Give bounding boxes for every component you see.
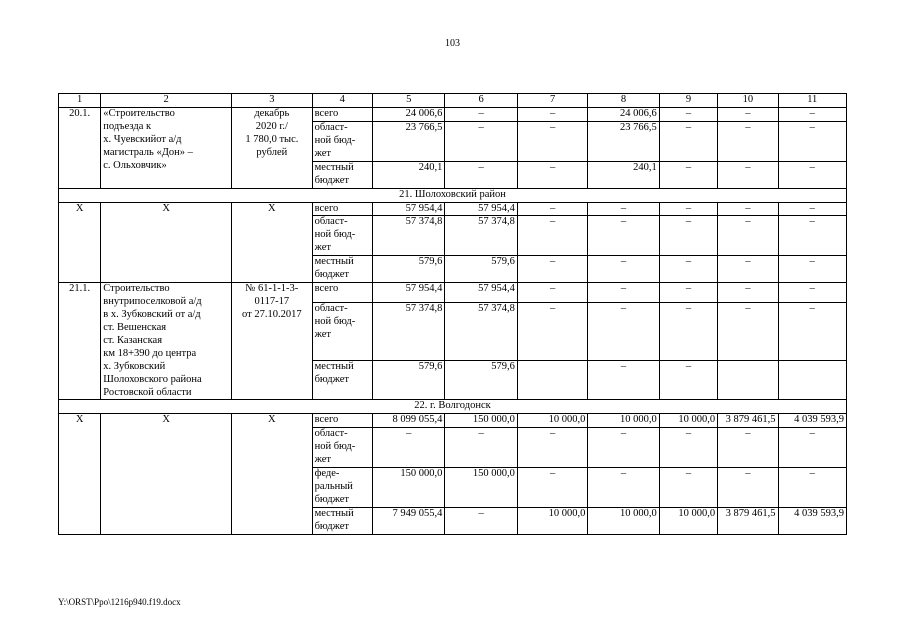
- value-cell: 4 039 593,9: [778, 508, 847, 535]
- item-code-cell: Х: [59, 414, 101, 535]
- value-cell: –: [659, 216, 717, 256]
- value-cell: 57 374,8: [372, 216, 444, 256]
- cell-text-line: всего: [314, 107, 339, 119]
- cell-text-line: Шолоховского района: [103, 373, 202, 385]
- cell-text-line: ст. Казанская: [103, 334, 163, 346]
- value-cell: –: [778, 468, 847, 508]
- value-cell: 579,6: [445, 256, 517, 283]
- table-row: [59, 414, 847, 428]
- cell-text-line: Ростовской области: [103, 386, 192, 398]
- cell-text-line: област-: [314, 121, 348, 133]
- value-cell: –: [718, 216, 778, 256]
- value-cell: –: [588, 428, 659, 468]
- value-cell: 7 949 055,4: [372, 508, 444, 535]
- cell-text-line: бюджет: [314, 269, 349, 281]
- column-header: 9: [659, 94, 717, 108]
- item-code-cell: 20.1.: [59, 107, 101, 188]
- value-cell: –: [718, 121, 778, 161]
- value-cell: 10 000,0: [517, 508, 587, 535]
- cell-text-line: рублей: [256, 146, 288, 158]
- value-cell: 57 374,8: [372, 303, 444, 361]
- value-cell: –: [588, 303, 659, 361]
- value-cell: –: [588, 361, 659, 400]
- section-heading: 21. Шолоховский район: [59, 188, 847, 202]
- value-cell: –: [718, 303, 778, 361]
- value-cell: 10 000,0: [659, 414, 717, 428]
- value-cell: –: [778, 107, 847, 121]
- value-cell: –: [588, 283, 659, 303]
- value-cell: –: [778, 121, 847, 161]
- footer-file-path: Y:\ORST\Ppo\1216p940.f19.docx: [58, 597, 181, 607]
- column-header: 11: [778, 94, 847, 108]
- value-cell: –: [588, 256, 659, 283]
- value-cell: 240,1: [372, 161, 444, 188]
- cell-text-line: бюджет: [314, 494, 349, 506]
- item-doc-cell: [232, 107, 313, 188]
- value-cell: 24 006,6: [588, 107, 659, 121]
- cell-text-line: х. Зубковский: [103, 360, 166, 372]
- value-cell: 10 000,0: [588, 508, 659, 535]
- value-cell: –: [517, 216, 587, 256]
- value-cell: 57 374,8: [445, 303, 517, 361]
- section-row: [59, 188, 847, 202]
- value-cell: –: [718, 161, 778, 188]
- value-cell: –: [718, 283, 778, 303]
- value-cell: –: [659, 121, 717, 161]
- value-cell: –: [445, 107, 517, 121]
- value-cell: –: [588, 468, 659, 508]
- value-cell: –: [372, 428, 444, 468]
- value-cell: 57 374,8: [445, 216, 517, 256]
- item-doc-cell: Х: [232, 202, 313, 283]
- column-header: 6: [445, 94, 517, 108]
- value-cell: 150 000,0: [445, 468, 517, 508]
- value-cell: 579,6: [372, 256, 444, 283]
- value-cell: 23 766,5: [588, 121, 659, 161]
- value-cell: 150 000,0: [372, 468, 444, 508]
- cell-text-line: внутрипоселковой а/д: [103, 296, 202, 308]
- funding-source-cell: [312, 468, 372, 508]
- value-cell: 8 099 055,4: [372, 414, 444, 428]
- cell-text-line: км 18+390 до центра: [103, 347, 197, 359]
- value-cell: –: [718, 428, 778, 468]
- cell-text-line: с. Ольховчик»: [103, 159, 167, 171]
- funding-source-cell: [312, 428, 372, 468]
- cell-text-line: бюджет: [314, 521, 349, 533]
- cell-text-line: жет: [314, 454, 331, 466]
- cell-text-line: ной бюд-: [314, 316, 356, 328]
- cell-text-line: ной бюд-: [314, 134, 356, 146]
- cell-text-line: ст. Вешенская: [103, 321, 167, 333]
- value-cell: –: [778, 216, 847, 256]
- column-header: 3: [232, 94, 313, 108]
- table-row: [59, 107, 847, 121]
- cell-text-line: област-: [314, 428, 348, 440]
- value-cell: 57 954,4: [372, 202, 444, 216]
- value-cell: –: [517, 121, 587, 161]
- column-header: 4: [312, 94, 372, 108]
- table-row: [59, 202, 847, 216]
- funding-source-cell: [312, 361, 372, 400]
- cell-text-line: в х. Зубковский от а/д: [103, 309, 201, 321]
- value-cell: –: [778, 161, 847, 188]
- cell-text-line: 1 780,0 тыс.: [245, 133, 299, 145]
- value-cell: [517, 361, 587, 400]
- cell-text-line: х. Чуевскийот а/д: [103, 133, 182, 145]
- value-cell: –: [445, 428, 517, 468]
- value-cell: 57 954,4: [372, 283, 444, 303]
- funding-source-cell: [312, 216, 372, 256]
- funding-source-cell: [312, 508, 372, 535]
- value-cell: –: [659, 303, 717, 361]
- value-cell: –: [517, 202, 587, 216]
- item-name-cell: Х: [101, 414, 232, 535]
- value-cell: –: [517, 256, 587, 283]
- item-name-cell: Х: [101, 202, 232, 283]
- value-cell: 150 000,0: [445, 414, 517, 428]
- item-doc-cell: Х: [232, 414, 313, 535]
- funding-source-cell: [312, 202, 372, 216]
- funding-source-cell: [312, 161, 372, 188]
- value-cell: 10 000,0: [517, 414, 587, 428]
- value-cell: 10 000,0: [588, 414, 659, 428]
- value-cell: [778, 361, 847, 400]
- column-header: 8: [588, 94, 659, 108]
- value-cell: –: [778, 283, 847, 303]
- column-header: 2: [101, 94, 232, 108]
- cell-text-line: Строительство: [103, 283, 170, 295]
- value-cell: –: [588, 202, 659, 216]
- value-cell: –: [445, 161, 517, 188]
- value-cell: –: [778, 256, 847, 283]
- value-cell: 3 879 461,5: [718, 414, 778, 428]
- item-doc-cell: [232, 283, 313, 400]
- value-cell: 4 039 593,9: [778, 414, 847, 428]
- value-cell: –: [778, 303, 847, 361]
- value-cell: –: [659, 283, 717, 303]
- cell-text-line: бюджет: [314, 174, 349, 186]
- item-code-cell: 21.1.: [59, 283, 101, 400]
- value-cell: 240,1: [588, 161, 659, 188]
- value-cell: –: [718, 468, 778, 508]
- table-row: [59, 283, 847, 303]
- section-heading: 22. г. Волгодонск: [59, 400, 847, 414]
- cell-text-line: жет: [314, 329, 331, 341]
- cell-text-line: магистраль «Дон» –: [103, 146, 193, 158]
- cell-text-line: 2020 г./: [255, 120, 288, 132]
- value-cell: –: [778, 202, 847, 216]
- cell-text-line: местный: [314, 161, 354, 173]
- table-body: [59, 94, 847, 535]
- cell-text-line: всего: [314, 202, 339, 214]
- value-cell: –: [659, 256, 717, 283]
- cell-text-line: подъезда к: [103, 120, 152, 132]
- funding-source-cell: [312, 303, 372, 361]
- cell-text-line: № 61-1-1-3-: [245, 283, 299, 295]
- cell-text-line: област-: [314, 303, 348, 315]
- value-cell: –: [659, 161, 717, 188]
- funding-source-cell: [312, 256, 372, 283]
- cell-text-line: местный: [314, 361, 354, 373]
- value-cell: –: [588, 216, 659, 256]
- cell-text-line: жет: [314, 147, 331, 159]
- section-row: [59, 400, 847, 414]
- value-cell: –: [517, 468, 587, 508]
- cell-text-line: «Строительство: [103, 107, 175, 119]
- value-cell: –: [659, 361, 717, 400]
- cell-text-line: местный: [314, 508, 354, 520]
- value-cell: 579,6: [445, 361, 517, 400]
- cell-text-line: местный: [314, 256, 354, 268]
- cell-text-line: бюджет: [314, 374, 349, 386]
- item-code-cell: Х: [59, 202, 101, 283]
- column-header: 1: [59, 94, 101, 108]
- funding-source-cell: [312, 121, 372, 161]
- value-cell: –: [517, 107, 587, 121]
- funding-source-cell: [312, 107, 372, 121]
- cell-text-line: област-: [314, 216, 348, 228]
- value-cell: –: [778, 428, 847, 468]
- cell-text-line: от 27.10.2017: [242, 309, 302, 321]
- item-name-cell: [101, 283, 232, 400]
- cell-text-line: ральный: [314, 481, 353, 493]
- value-cell: –: [659, 202, 717, 216]
- value-cell: –: [659, 107, 717, 121]
- value-cell: –: [718, 107, 778, 121]
- value-cell: –: [659, 428, 717, 468]
- funding-source-cell: [312, 414, 372, 428]
- cell-text-line: всего: [314, 414, 339, 426]
- value-cell: –: [517, 303, 587, 361]
- page-number: 103: [445, 38, 460, 49]
- column-header: 10: [718, 94, 778, 108]
- column-header: 5: [372, 94, 444, 108]
- value-cell: –: [517, 283, 587, 303]
- value-cell: –: [445, 508, 517, 535]
- value-cell: [718, 361, 778, 400]
- value-cell: 57 954,4: [445, 283, 517, 303]
- value-cell: –: [718, 256, 778, 283]
- value-cell: –: [445, 121, 517, 161]
- value-cell: 3 879 461,5: [718, 508, 778, 535]
- cell-text-line: ной бюд-: [314, 441, 356, 453]
- value-cell: 57 954,4: [445, 202, 517, 216]
- value-cell: –: [517, 161, 587, 188]
- value-cell: –: [718, 202, 778, 216]
- header-row: [59, 94, 847, 108]
- value-cell: –: [659, 468, 717, 508]
- value-cell: 24 006,6: [372, 107, 444, 121]
- cell-text-line: декабрь: [254, 107, 290, 119]
- column-header: 7: [517, 94, 587, 108]
- cell-text-line: жет: [314, 242, 331, 254]
- cell-text-line: 0117-17: [254, 296, 290, 308]
- cell-text-line: всего: [314, 283, 339, 295]
- item-name-cell: [101, 107, 232, 188]
- cell-text-line: феде-: [314, 468, 340, 480]
- value-cell: 10 000,0: [659, 508, 717, 535]
- value-cell: 579,6: [372, 361, 444, 400]
- funding-source-cell: [312, 283, 372, 303]
- value-cell: 23 766,5: [372, 121, 444, 161]
- cell-text-line: ной бюд-: [314, 229, 356, 241]
- value-cell: –: [517, 428, 587, 468]
- budget-table: [58, 93, 847, 535]
